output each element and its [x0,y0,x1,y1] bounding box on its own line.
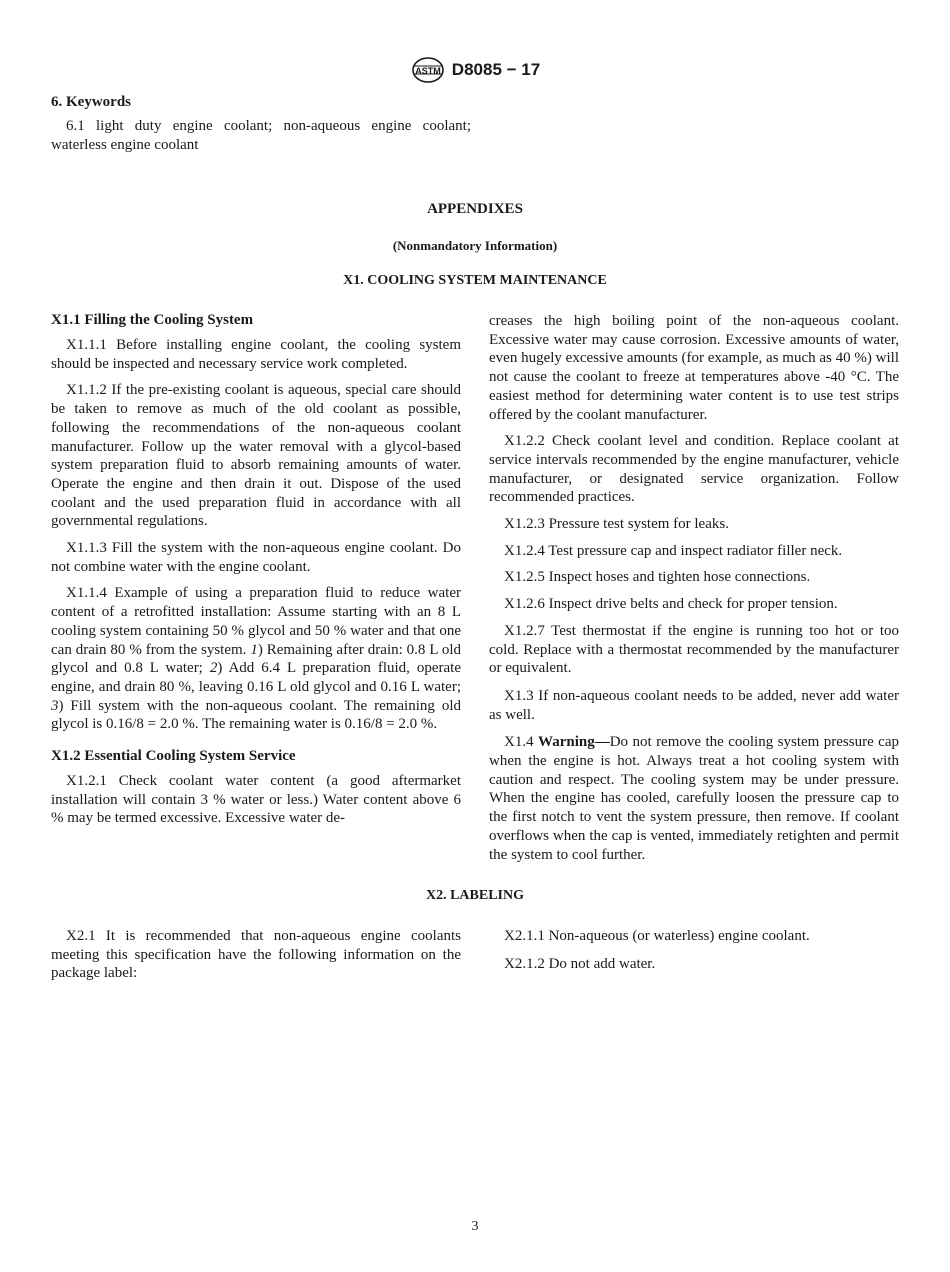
x1-2-heading: X1.2 Essential Cooling System Service [51,748,296,765]
x1-1-heading: X1.1 Filling the Cooling System [51,312,254,328]
keywords-section [51,94,471,154]
x1-2-3-paragraph: X1.2.3 Pressure test system for leaks. [504,516,729,533]
x2-1-1-paragraph: X2.1.1 Non-aqueous (or waterless) engine coolant. [504,928,810,944]
right-column [489,312,899,864]
page-header [0,56,950,89]
appendixes-title: APPENDIXES [427,201,523,217]
x1-2-7-paragraph: X1.2.7 Test thermostat if the engine is running too hot or too cold. Replace with a thermostat recommended by the manufacturer or equivalent. [489,622,899,677]
keywords-text: 6.1 light duty engine coolant; non-aqueous engine coolant; waterless engine coolant [51,118,471,153]
x1-4-paragraph: X1.4 Warning—Do not remove the cooling system pressure cap when the engine is hot. Always treat a hot cooling system with caution and respect. The cooling system may be under pressure. When the engine has cooled, carefully loosen the pressure cap to the first notch to vent the system pressure, then remove. If coolant overflows when the cap is vented, immediately retighten and permit the system to cool further. [489,734,899,863]
x1-3-paragraph: X1.3 If non-aqueous coolant needs to be added, never add water as well. [489,687,899,723]
x1-2-2-paragraph: X1.2.2 Check coolant level and condition. Replace coolant at service intervals recommended by the engine manufacturer, vehicle manufacturer, or designated service organization. Follow recommended practices. [489,433,899,506]
x1-title: X1. COOLING SYSTEM MAINTENANCE [343,273,607,288]
x1-2-1-continuation: creases the high boiling point of the non-aqueous coolant. Excessive water may cause corrosion. Excessive amounts of water, even hugely excessive amounts (for example, as much as 40 %) will not cause the coolant to freeze at temperatures above -40 °C. The easiest method for determining water content is to use test strips offered by the coolant manufacturer. [489,313,899,423]
x2-1-paragraph: X2.1 It is recommended that non-aqueous engine coolants meeting this specification have the following information on the package label: [51,928,461,982]
x1-2-4-paragraph: X1.2.4 Test pressure cap and inspect radiator filler neck. [504,542,843,559]
document-designation: D8085 − 17 [451,60,541,79]
warning-label: Warning— [538,734,610,751]
left-column [51,312,461,828]
x1-1-4-paragraph: X1.1.4 Example of using a preparation fluid to reduce water content of a retrofitted installation: Assume starting with an 8 L cooling system containing 50 % glycol and 50 % water and that one can drain 80 % from the system. 1) Remaining after drain: 0.8 L old glycol and 0.8 L water; 2) Add 6.4 L preparation fluid, operate engine, and drain 80 %, leaving 0.16 L old glycol and 0.16 L water; 3) Fill system with the non-aqueous coolant. The remaining old glycol is 0.16/8 = 2.0 %. The remaining water is 0.16/8 = 2.0 %. [51,585,462,733]
x1-2-6-paragraph: X1.2.6 Inspect drive belts and check for proper tension. [504,596,838,613]
x1-1-2-paragraph: X1.1.2 If the pre-existing coolant is aqueous, special care should be taken to remove as much of the old coolant as possible, following the recommendations of the non-aqueous coolant manufacturer. Follow up the water removal with a glycol-based system preparation fluid to absorb remaining amounts of water. Operate the engine and then drain it out. Dispose of the used coolant and the used preparation fluid in accordance with all governmental regulations. [51,382,461,530]
x1-2-1-paragraph: X1.2.1 Check coolant water content (a good aftermarket installation will contain 3 % water or less.) Water content above 6 % may be termed excessive. Excessive water de- [51,773,461,827]
x1-1-3-paragraph: X1.1.3 Fill the system with the non-aqueous engine coolant. Do not combine water with the engine coolant. [51,540,461,575]
x2-title: X2. LABELING [425,888,525,903]
x2-right-column [489,927,899,973]
astm-logo-icon [410,56,446,84]
keywords-heading: 6. Keywords [51,94,131,110]
x1-2-5-paragraph: X1.2.5 Inspect hoses and tighten hose connections. [504,569,811,586]
x1-1-1-paragraph: X1.1.1 Before installing engine coolant, the cooling system should be inspected and necessary service work completed. [51,337,461,372]
page-number: 3 [471,1219,479,1234]
x2-1-2-paragraph: X2.1.2 Do not add water. [504,955,656,972]
x2-left-column [51,927,461,983]
astm-logo-text: ASTM [415,66,441,76]
appendixes-subtitle: (Nonmandatory Information) [392,238,558,253]
